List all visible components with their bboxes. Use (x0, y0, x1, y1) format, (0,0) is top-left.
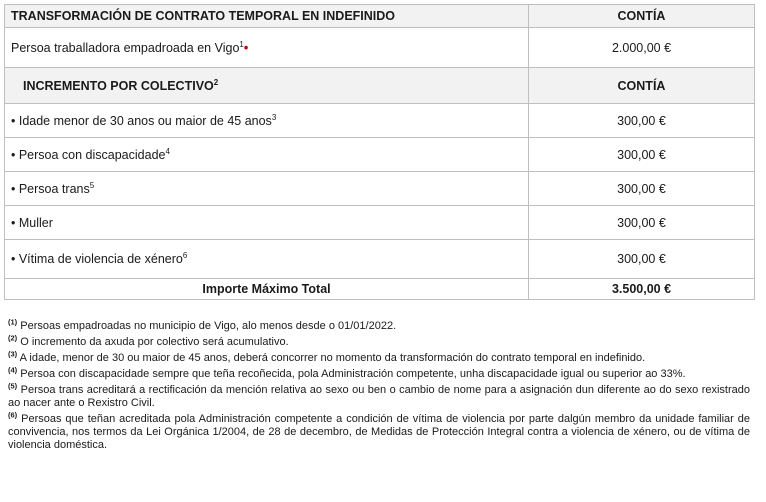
row-footnote-ref: 4 (165, 146, 170, 156)
footnote (8, 365, 750, 381)
base-row-label: Persoa traballadora empadroada en Vigo (11, 40, 240, 55)
row-label-cell (5, 104, 529, 138)
footnote-text: Persoa con discapacidade sempre que teña recoñecida, pola Administración competente, unha discapacidade igual ou superior ao 33%. (20, 368, 686, 380)
header-increment-amount-label: CONTÍA (529, 68, 755, 104)
footnote-text: A idade, menor de 30 ou maior de 45 anos, deberá concorrer no momento da transformación do contrato temporal en indefinido. (19, 352, 646, 364)
total-amount: 3.500,00 € (529, 279, 755, 300)
header-increment-label-cell (5, 68, 529, 104)
row-label-cell (5, 138, 529, 172)
header-increment-footnote-ref: 2 (213, 77, 219, 87)
red-dot-marker: • (243, 40, 249, 55)
row-footnote-ref: 5 (89, 180, 95, 190)
footnote-text: O incremento da axuda por colectivo será acumulativo. (20, 336, 289, 348)
header-amount-label: CONTÍA (529, 5, 755, 28)
base-row-footnote-ref: 1 (239, 39, 244, 49)
row-label: • Persoa trans (11, 181, 90, 196)
header-transformation-label: TRANSFORMACIÓN DE CONTRATO TEMPORAL EN INDEFINIDO (5, 5, 529, 28)
footnote-number: (3) (8, 349, 18, 359)
row-footnote-ref: 6 (182, 250, 188, 260)
footnote-number: (4) (8, 365, 18, 375)
footnote-text: Persoa trans acreditará a rectificación da mención relativa ao sexo ou ben o cambio de nome para a asignación dun diferente ao do sexo rexistrado ao nacer ante o Rexistro Civil. (8, 384, 750, 409)
subsidy-table (4, 4, 755, 300)
header-row-increment (5, 68, 755, 104)
footnote-text: Persoas que teñan acreditada pola Administración competente a condición de vítima de violencia por parte dalgún membro da unidade familiar de convivencia, nos termos da Lei Orgánica 1/2004, de 28 de decembro, de Medidas de Protección Integral contra a violencia de xénero, ou de vítima de violencia doméstica. (8, 413, 751, 451)
footnote (8, 410, 751, 452)
base-row-label-cell (5, 28, 529, 68)
row-label: • Muller (11, 215, 53, 230)
row-footnote-ref: 3 (271, 112, 277, 122)
row-label: • Persoa con discapacidade (11, 147, 166, 162)
row-label-cell (5, 240, 529, 279)
footnote (8, 317, 750, 333)
row-label-cell (5, 206, 529, 240)
footnote (8, 381, 750, 410)
row-label: • Idade menor de 30 anos ou maior de 45 anos (11, 113, 272, 128)
base-row (5, 28, 755, 68)
footnotes (8, 317, 751, 455)
total-label: Importe Máximo Total (5, 279, 529, 300)
table-row (5, 138, 755, 172)
row-amount: 300,00 € (529, 138, 755, 172)
base-row-amount: 2.000,00 € (529, 28, 755, 68)
row-amount: 300,00 € (529, 104, 755, 138)
row-amount: 300,00 € (529, 240, 755, 279)
table-row (5, 206, 755, 240)
footnote-number: (1) (8, 317, 18, 327)
row-label: • Vítima de violencia de xénero (11, 252, 183, 266)
table-row (5, 104, 755, 138)
table-row (5, 240, 755, 279)
row-amount: 300,00 € (529, 172, 755, 206)
header-increment-label: INCREMENTO POR COLECTIVO (23, 78, 214, 93)
total-row (5, 279, 755, 300)
footnote (8, 349, 750, 365)
footnote-number: (6) (8, 410, 18, 420)
footnote (8, 333, 750, 349)
row-label-cell (5, 172, 529, 206)
footnote-text: Persoas empadroadas no municipio de Vigo, alo menos desde o 01/01/2022. (20, 320, 397, 332)
row-amount: 300,00 € (529, 206, 755, 240)
footnote-number: (2) (8, 333, 18, 343)
header-row-transformation (5, 5, 755, 28)
table-row (5, 172, 755, 206)
footnote-number: (5) (8, 381, 18, 391)
